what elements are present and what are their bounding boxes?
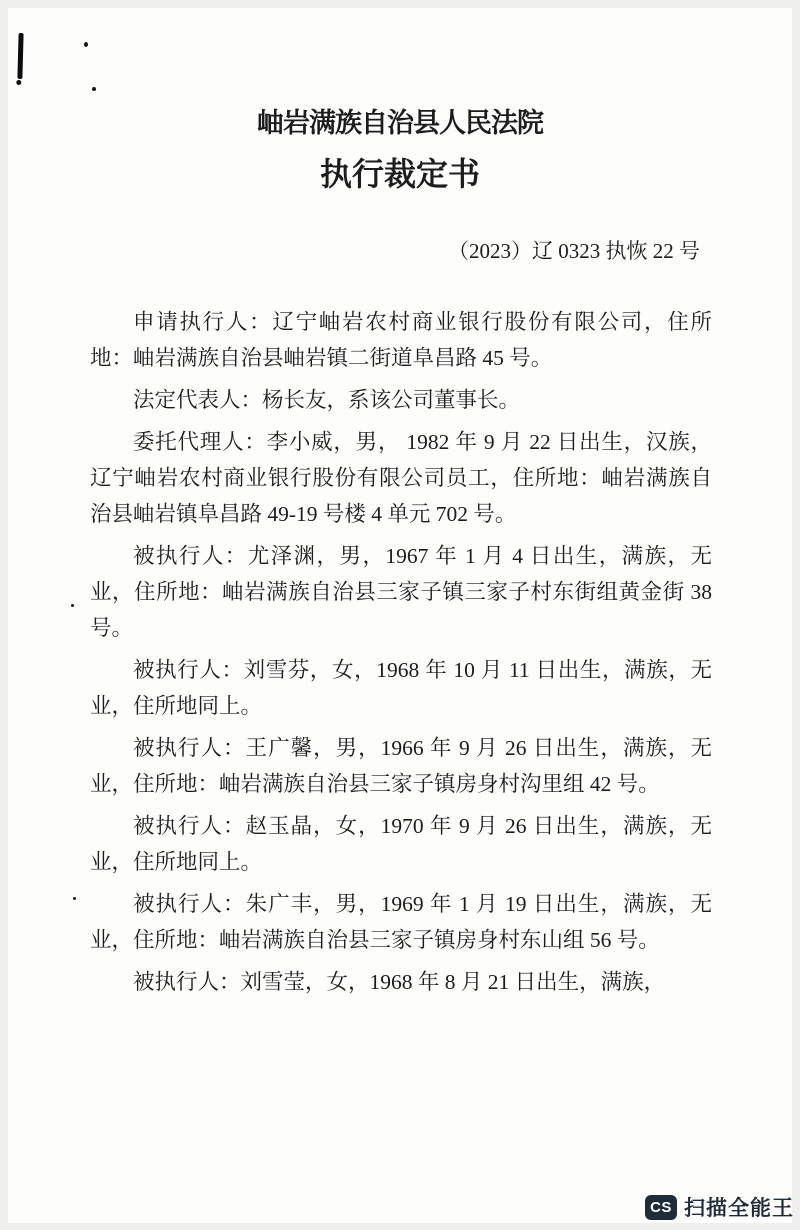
- case-number: （2023）辽 0323 执恢 22 号: [448, 238, 700, 263]
- scan-artifact-speck: [71, 604, 74, 607]
- scan-artifact-ink-mark: [17, 33, 23, 79]
- court-name-heading: 岫岩满族自治县人民法院: [257, 108, 543, 138]
- camscanner-label: 扫描全能王: [684, 1197, 794, 1220]
- camscanner-watermark: [645, 1192, 794, 1222]
- scan-artifact-speck: [92, 87, 96, 91]
- paragraph-debtor-4: 被执行人：赵玉晶，女，1970 年 9 月 26 日出生，满族，无业，住所地同上。: [90, 814, 712, 875]
- document-title: 执行裁定书: [319, 156, 480, 193]
- paragraph-applicant: 申请执行人：辽宁岫岩农村商业银行股份有限公司，住所地：岫岩满族自治县岫岩镇二街道阜昌路 45 号。: [90, 310, 712, 371]
- scan-artifact-speck: [73, 897, 76, 900]
- paragraph-agent: 委托代理人：李小威，男， 1982 年 9 月 22 日出生，汉族，辽宁岫岩农村商业银行股份有限公司员工，住所地：岫岩满族自治县岫岩镇阜昌路 49-19 号楼 4 单元 702 号。: [90, 430, 712, 527]
- scan-artifact-speck: [84, 42, 88, 47]
- paragraph-debtor-5: 被执行人：朱广丰，男，1969 年 1 月 19 日出生，满族，无业，住所地：岫岩满族自治县三家子镇房身村东山组 56 号。: [90, 892, 712, 953]
- paragraph-debtor-6: 被执行人：刘雪莹，女，1968 年 8 月 21 日出生，满族，: [133, 970, 666, 995]
- document-page: [8, 8, 792, 1223]
- paragraph-debtor-3: 被执行人：王广馨，男，1966 年 9 月 26 日出生，满族，无业，住所地：岫岩满族自治县三家子镇房身村沟里组 42 号。: [90, 736, 712, 797]
- paragraph-legal-rep: 法定代表人：杨长友，系该公司董事长。: [133, 388, 521, 413]
- paragraph-debtor-1: 被执行人：尤泽渊，男，1967 年 1 月 4 日出生，满族，无业，住所地：岫岩满族自治县三家子镇三家子村东街组黄金街 38 号。: [90, 544, 712, 641]
- camscanner-logo-icon: CS: [645, 1195, 677, 1220]
- document-body: [90, 304, 712, 1000]
- paragraph-debtor-2: 被执行人：刘雪芬，女，1968 年 10 月 11 日出生，满族，无业，住所地同上。: [90, 658, 712, 719]
